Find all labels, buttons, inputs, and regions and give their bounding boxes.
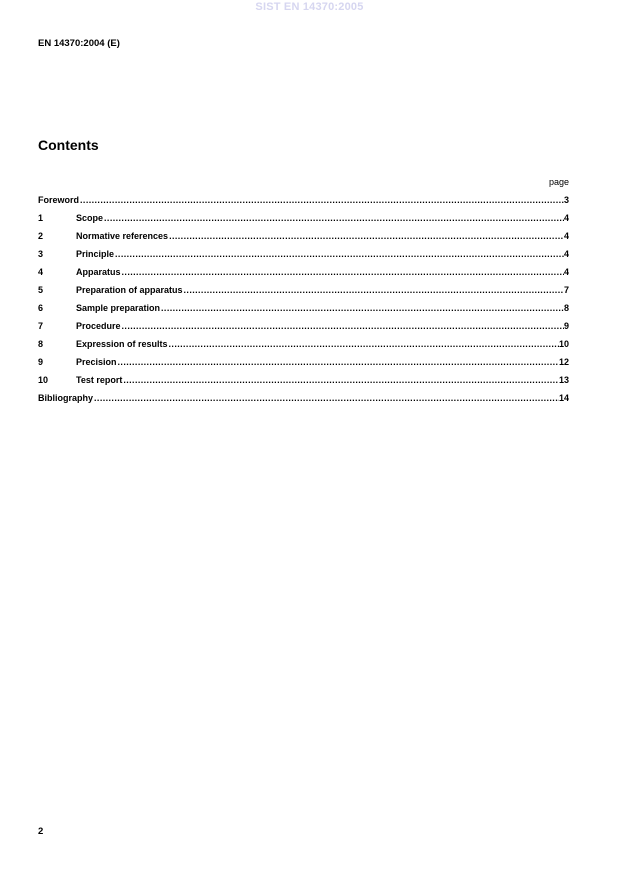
toc-entry-page: 10 — [558, 339, 569, 349]
document-id: EN 14370:2004 (E) — [38, 38, 120, 49]
page-column-label: page — [548, 177, 569, 187]
toc-entry-number: 1 — [38, 213, 44, 223]
toc-entry-number: 6 — [38, 303, 44, 313]
toc-entry-page: 3 — [563, 195, 569, 205]
toc-entry-page: 4 — [563, 249, 569, 259]
leader-dots — [184, 285, 564, 295]
contents-heading: Contents — [38, 137, 99, 153]
toc-entry-preparation-of-apparatus[interactable] — [38, 285, 569, 303]
page-number: 2 — [38, 826, 44, 837]
toc-entry-foreword[interactable] — [38, 195, 569, 213]
leader-dots — [122, 321, 564, 331]
leader-dots — [123, 375, 559, 385]
toc-entry-page: 8 — [563, 303, 569, 313]
leader-dots — [115, 249, 564, 259]
leader-dots — [104, 213, 564, 223]
toc-entry-bibliography[interactable] — [38, 393, 569, 411]
table-of-contents — [38, 195, 569, 411]
toc-entry-title: Sample preparation — [76, 303, 161, 313]
toc-entry-page: 12 — [558, 357, 569, 367]
toc-entry-number: 7 — [38, 321, 44, 331]
toc-entry-test-report[interactable] — [38, 375, 569, 393]
toc-entry-title: Principle — [76, 249, 115, 259]
toc-entry-number: 8 — [38, 339, 44, 349]
toc-entry-title: Expression of results — [76, 339, 168, 349]
toc-entry-number: 3 — [38, 249, 44, 259]
toc-entry-principle[interactable] — [38, 249, 569, 267]
watermark: SIST EN 14370:2005 — [255, 1, 364, 13]
leader-dots — [122, 267, 564, 277]
toc-entry-number: 5 — [38, 285, 44, 295]
toc-entry-number: 9 — [38, 357, 44, 367]
toc-entry-page: 4 — [563, 213, 569, 223]
toc-entry-page: 7 — [563, 285, 569, 295]
toc-entry-apparatus[interactable] — [38, 267, 569, 285]
toc-entry-precision[interactable] — [38, 357, 569, 375]
toc-entry-scope[interactable] — [38, 213, 569, 231]
toc-entry-procedure[interactable] — [38, 321, 569, 339]
leader-dots — [169, 339, 559, 349]
leader-dots — [94, 393, 559, 403]
toc-entry-normative-references[interactable] — [38, 231, 569, 249]
toc-entry-expression-of-results[interactable] — [38, 339, 569, 357]
leader-dots — [118, 357, 559, 367]
toc-entry-page: 9 — [563, 321, 569, 331]
toc-entry-page: 4 — [563, 267, 569, 277]
toc-entry-page: 13 — [558, 375, 569, 385]
toc-entry-title: Precision — [76, 357, 117, 367]
toc-entry-title: Bibliography — [38, 393, 94, 403]
toc-entry-title: Procedure — [76, 321, 121, 331]
toc-entry-number: 10 — [38, 375, 49, 385]
toc-entry-number: 4 — [38, 267, 44, 277]
toc-entry-title: Foreword — [38, 195, 80, 205]
toc-entry-title: Scope — [76, 213, 104, 223]
toc-entry-number: 2 — [38, 231, 44, 241]
toc-entry-page: 14 — [558, 393, 569, 403]
toc-entry-title: Apparatus — [76, 267, 121, 277]
leader-dots — [80, 195, 564, 205]
toc-entry-sample-preparation[interactable] — [38, 303, 569, 321]
toc-entry-title: Preparation of apparatus — [76, 285, 183, 295]
toc-entry-page: 4 — [563, 231, 569, 241]
leader-dots — [161, 303, 564, 313]
toc-entry-title: Test report — [76, 375, 123, 385]
toc-entry-title: Normative references — [76, 231, 169, 241]
leader-dots — [169, 231, 564, 241]
